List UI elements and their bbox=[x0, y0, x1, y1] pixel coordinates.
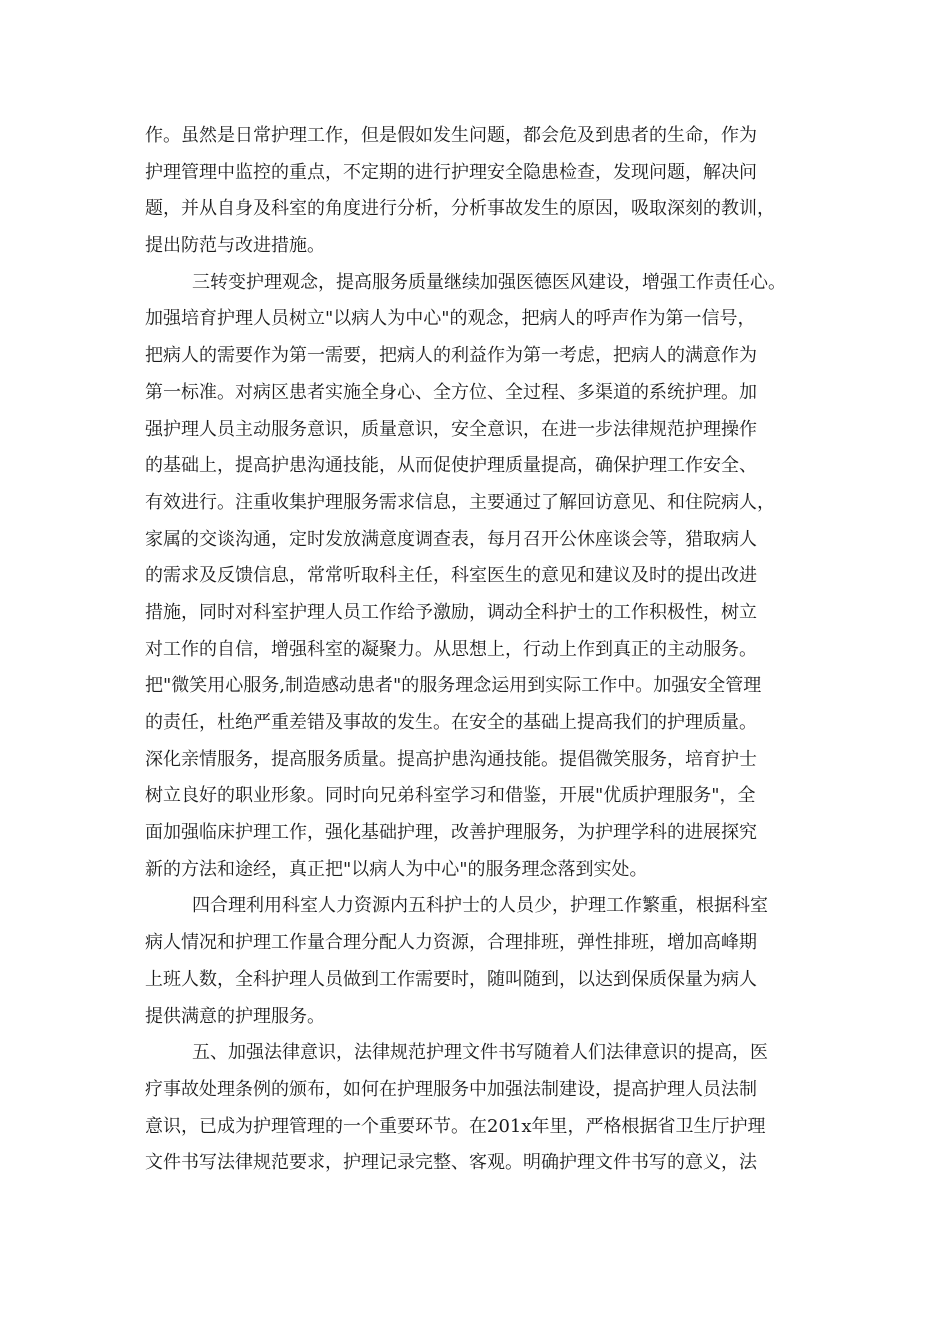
text-line: 新的方法和途经，真正把"以病人为中心"的服务理念落到实处。 bbox=[145, 858, 648, 880]
text-line: 题，并从自身及科室的角度进行分析，分析事故发生的原因，吸取深刻的教训， bbox=[145, 198, 775, 220]
text-line: 有效进行。注重收集护理服务需求信息，主要通过了解回访意见、和住院病人， bbox=[145, 491, 775, 513]
text-line: 把病人的需要作为第一需要，把病人的利益作为第一考虑，把病人的满意作为 bbox=[145, 345, 757, 367]
text-line: 第一标准。对病区患者实施全身心、全方位、全过程、多渠道的系统护理。加 bbox=[145, 381, 757, 403]
paragraph-start-line: 三转变护理观念，提高服务质量继续加强医德医风建设，增强工作责任心。 bbox=[192, 271, 786, 293]
text-line: 树立良好的职业形象。同时向兄弟科室学习和借鉴，开展"优质护理服务"，全 bbox=[145, 785, 756, 807]
text-line: 的基础上，提高护患沟通技能，从而促使护理质量提高，确保护理工作安全、 bbox=[145, 455, 757, 477]
text-line: 护理管理中监控的重点，不定期的进行护理安全隐患检查，发现问题，解决问 bbox=[145, 161, 757, 183]
text-line: 深化亲情服务，提高服务质量。提高护患沟通技能。提倡微笑服务，培育护士 bbox=[145, 748, 757, 770]
text-line: 病人情况和护理工作量合理分配人力资源，合理排班，弹性排班，增加高峰期 bbox=[145, 932, 757, 954]
text-line: 措施，同时对科室护理人员工作给予激励，调动全科护士的工作积极性，树立 bbox=[145, 601, 757, 623]
text-line: 疗事故处理条例的颁布，如何在护理服务中加强法制建设，提高护理人员法制 bbox=[145, 1078, 757, 1100]
paragraph-start-line: 五、加强法律意识，法律规范护理文件书写随着人们法律意识的提高，医 bbox=[192, 1042, 768, 1064]
document-body bbox=[145, 118, 835, 1182]
text-line: 提供满意的护理服务。 bbox=[145, 1005, 325, 1027]
text-line: 提出防范与改进措施。 bbox=[145, 235, 325, 257]
text-line: 的需求及反馈信息，常常听取科主任，科室医生的意见和建议及时的提出改进 bbox=[145, 565, 757, 587]
text-line: 作。虽然是日常护理工作，但是假如发生问题，都会危及到患者的生命，作为 bbox=[145, 125, 757, 146]
text-line: 家属的交谈沟通，定时发放满意度调查表，每月召开公休座谈会等，猎取病人 bbox=[145, 528, 757, 550]
text-line: 文件书写法律规范要求，护理记录完整、客观。明确护理文件书写的意义，法 bbox=[145, 1152, 757, 1174]
text-line: 意识，已成为护理管理的一个重要环节。在201x年里，严格根据省卫生厅护理 bbox=[145, 1115, 766, 1137]
text-line: 的责任，杜绝严重差错及事故的发生。在安全的基础上提高我们的护理质量。 bbox=[145, 712, 757, 733]
text-line: 加强培育护理人员树立"以病人为中心"的观念，把病人的呼声作为第一信号， bbox=[145, 308, 756, 330]
text-line: 把"微笑用心服务,制造感动患者"的服务理念运用到实际工作中。加强安全管理 bbox=[145, 675, 762, 697]
text-line: 面加强临床护理工作，强化基础护理，改善护理服务，为护理学科的进展探究 bbox=[145, 822, 757, 844]
text-line: 上班人数，全科护理人员做到工作需要时，随叫随到，以达到保质保量为病人 bbox=[145, 968, 757, 990]
text-line: 强护理人员主动服务意识，质量意识，安全意识，在进一步法律规范护理操作 bbox=[145, 418, 757, 440]
paragraph-start-line: 四合理利用科室人力资源内五科护士的人员少，护理工作繁重，根据科室 bbox=[192, 895, 768, 917]
text-line: 对工作的自信，增强科室的凝聚力。从思想上，行动上作到真正的主动服务。 bbox=[145, 638, 757, 660]
